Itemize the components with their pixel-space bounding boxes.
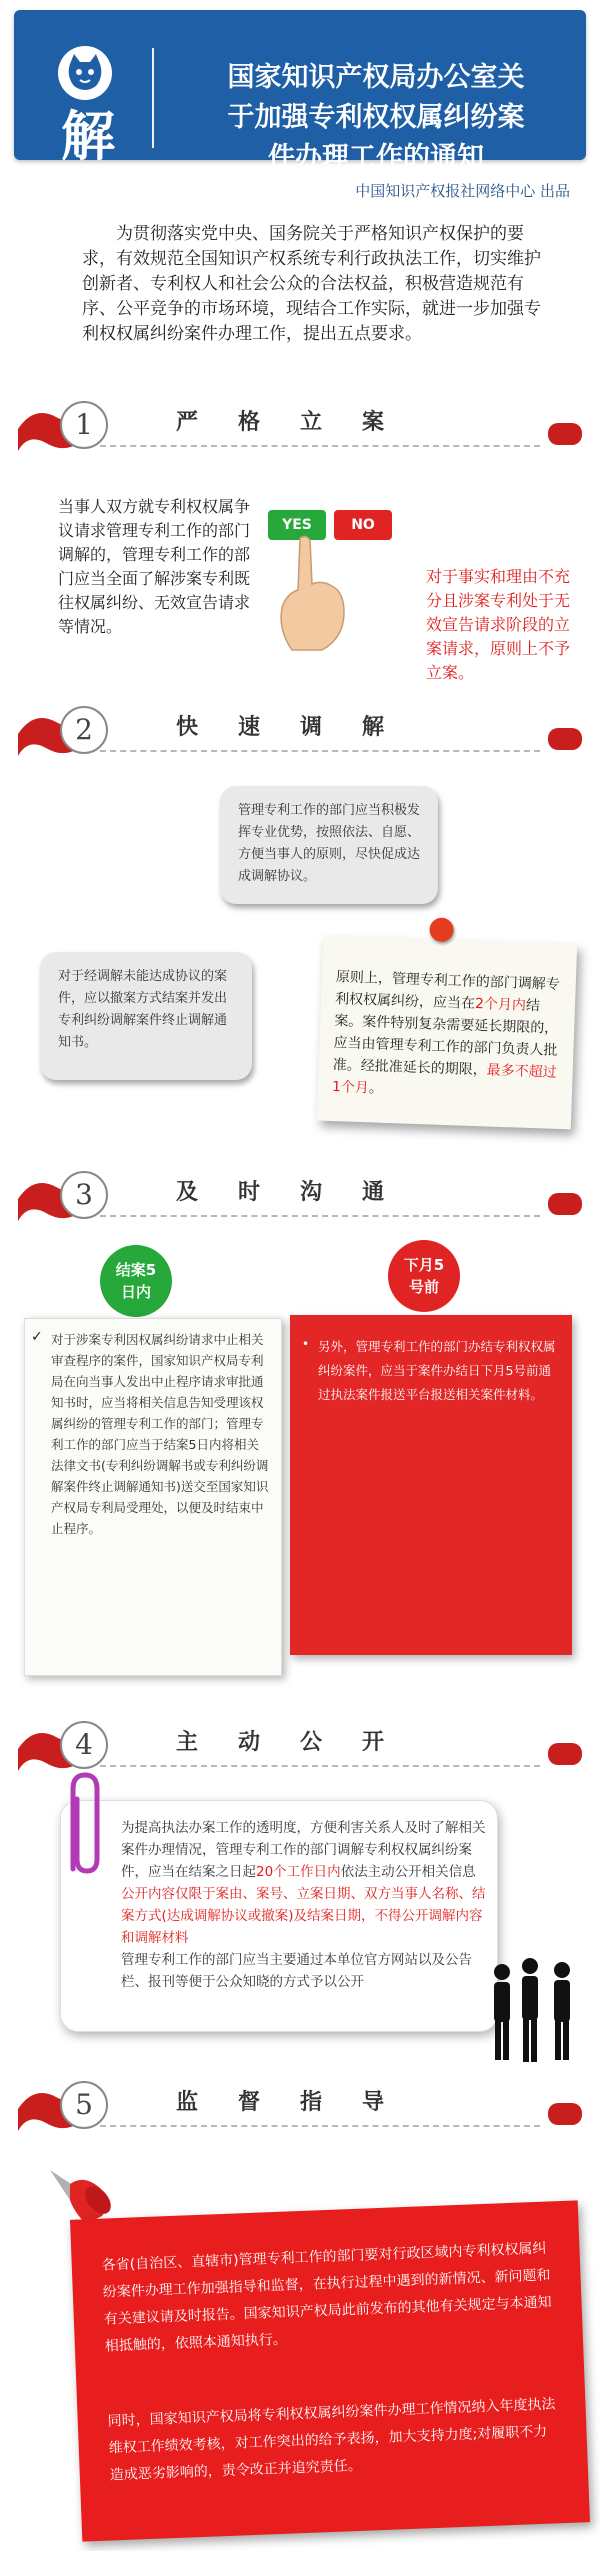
paper-text-red-duration: 2个月内 — [474, 995, 527, 1014]
section-5-paragraph-2: 同时，国家知识产权局将专利权权属纠纷案件办理工作情况纳入年度执法维权工作绩效考核，对工作突出的给予表扬，加大支持力度;对履职不力造成恶劣影响的，责令改正并追究责任。 — [107, 2396, 556, 2484]
section-number: 5 — [60, 2081, 108, 2129]
red-end-cap — [548, 423, 582, 445]
section-3-right-text: 另外，管理专利工作的部门办结专利权权属纠纷案件，应当于案件办结日下月5号前通过执法案件报送平台报送相关案件材料。 — [318, 1339, 556, 1402]
dashed-divider — [100, 2125, 540, 2127]
title-banner — [14, 10, 586, 173]
header — [0, 0, 600, 215]
hand-icon — [272, 534, 352, 654]
paper-text-pre: 原则上，管理专利工作的部门调解专利权权属纠纷，应当在 — [334, 969, 561, 1012]
section-1-left-text: 当事人双方就专利权权属争议请求管理专利工作的部门调解的，管理专利工作的部门应当全面了解涉案专利既往权属纠纷、无效宣告请求等情况。 — [58, 497, 251, 636]
dashed-divider — [100, 750, 540, 752]
paper-note-text — [332, 966, 562, 1106]
pinned-paper-note — [317, 936, 577, 1130]
yes-button-graphic: YES — [268, 510, 326, 540]
paper-text-mid: 结案。案件特别复杂需要延长期限的，应当由管理专利工作的部门负责人批准。经批准延长的期限， — [332, 997, 559, 1079]
section-2-header — [0, 700, 600, 764]
paper-text-end: 。 — [368, 1080, 384, 1097]
vertical-divider — [152, 48, 154, 148]
badge-within-5-days: 结案5 日内 — [100, 1245, 172, 1317]
page-title: 国家知识产权局办公室关 于加强专利权权属纠纷案 件办理工作的通知 — [227, 62, 525, 173]
no-button-graphic: NO — [334, 510, 392, 540]
section-5-card — [70, 2200, 590, 2541]
section-number: 2 — [60, 706, 108, 754]
red-end-cap — [548, 2103, 582, 2125]
bullet-icon: • — [302, 1337, 310, 1351]
section-number: 4 — [60, 1721, 108, 1769]
section-4-text — [121, 1817, 487, 1993]
section-title: 监督指导 — [175, 2090, 424, 2115]
section-4-card — [60, 1800, 498, 2032]
check-icon: ✓ — [31, 1329, 43, 1345]
logo-character: 解 — [61, 104, 115, 168]
section-title: 严格立案 — [175, 410, 424, 435]
sec4-p1-red: 20个工作日内 — [256, 1864, 341, 1880]
paperclip-icon — [53, 1769, 113, 1879]
section-3-left-text: 对于涉案专利因权属纠纷请求中止相关审查程序的案件，国家知识产权局专利局在向当事人发出中止程序请求审批通知书时，应当将相关信息告知受理该权属纠纷的管理专利工作的部门；管理专利工作的部门应当于结案5日内将相关法律文书(专利纠纷调解书或专利纠纷调解案件终止调解通知书)送交至国家知识产权局专利局受理处，以便及时结束中止程序。 — [51, 1332, 269, 1536]
sec4-p1: 为提高执法办案工作的透明度，方便利害关系人及时了解相关案件办理情况，管理专利工作的部门调解专利权权属纠纷案件，应当在结案之日起 — [121, 1820, 486, 1880]
paper-text-red-limit: 最多不超过1个月 — [331, 1062, 557, 1097]
red-end-cap — [548, 1743, 582, 1765]
badge-before-5th: 下月5 号前 — [388, 1240, 460, 1312]
section-5-header — [0, 2075, 600, 2139]
sec4-p2-red: 公开内容仅限于案由、案号、立案日期、双方当事人名称、结案方式(达成调解协议或撤案)及结案日期，不得公开调解内容和调解材料 — [121, 1886, 486, 1946]
section-1-right-text: 对于事实和理由不充分且涉案专利处于无效宣告请求阶段的立案请求，原则上不予立案。 — [426, 567, 571, 682]
red-end-cap — [548, 1193, 582, 1215]
sec4-p3: 管理专利工作的部门应当主要通过本单位官方网站以及公告栏、报刊等便于公众知晓的方式予以公开 — [121, 1952, 472, 1990]
dashed-divider — [100, 445, 540, 447]
section-number: 3 — [60, 1171, 108, 1219]
section-title: 主动公开 — [175, 1730, 424, 1755]
section-3-header — [0, 1165, 600, 1229]
section-title: 快速调解 — [175, 715, 424, 740]
intro-paragraph: 为贯彻落实党中央、国务院关于严格知识产权保护的要求，有效规范全国知识产权系统专利行政执法工作，切实维护创新者、专利权人和社会公众的合法权益，积极营造规范有序、公平竞争的市场环境，现结合工作实际，就进一步加强专利权权属纠纷案件办理工作，提出五点要求。 — [82, 224, 541, 344]
section-5-paragraph-1: 各省(自治区、直辖市)管理专利工作的部门要对行政区域内专利权权属纠纷案件办理工作加强指导和监督，在执行过程中遇到的新情况、新问题和有关建议请及时报告。国家知识产权局此前发布的其他有关规定与本通知相抵触的，依照本通知执行。 — [101, 2240, 552, 2355]
red-end-cap — [548, 728, 582, 750]
section-number: 1 — [60, 401, 108, 449]
note-card-termination: 对于经调解未能达成协议的案件，应以撤案方式结案并发出专利纠纷调解案件终止调解通知书。 — [40, 952, 252, 1080]
section-3-right-card — [290, 1315, 572, 1655]
section-3-left-card — [24, 1318, 282, 1676]
push-pin-icon — [429, 917, 454, 942]
people-silhouettes-icon — [484, 1950, 584, 2070]
section-1-header — [0, 395, 600, 459]
dashed-divider — [100, 1215, 540, 1217]
dashed-divider — [100, 1765, 540, 1767]
hand-pointer-illustration — [268, 510, 408, 660]
section-title: 及时沟通 — [175, 1180, 424, 1205]
publisher-credit: 中国知识产权报社网络中心 出品 — [355, 182, 570, 200]
note-card-mediation: 管理专利工作的部门应当积极发挥专业优势，按照依法、自愿、方便当事人的原则，尽快促成达成调解协议。 — [220, 786, 438, 904]
cat-logo-icon — [58, 46, 112, 100]
sec4-p1-end: 依法主动公开相关信息 — [340, 1864, 476, 1880]
logo — [44, 32, 132, 168]
